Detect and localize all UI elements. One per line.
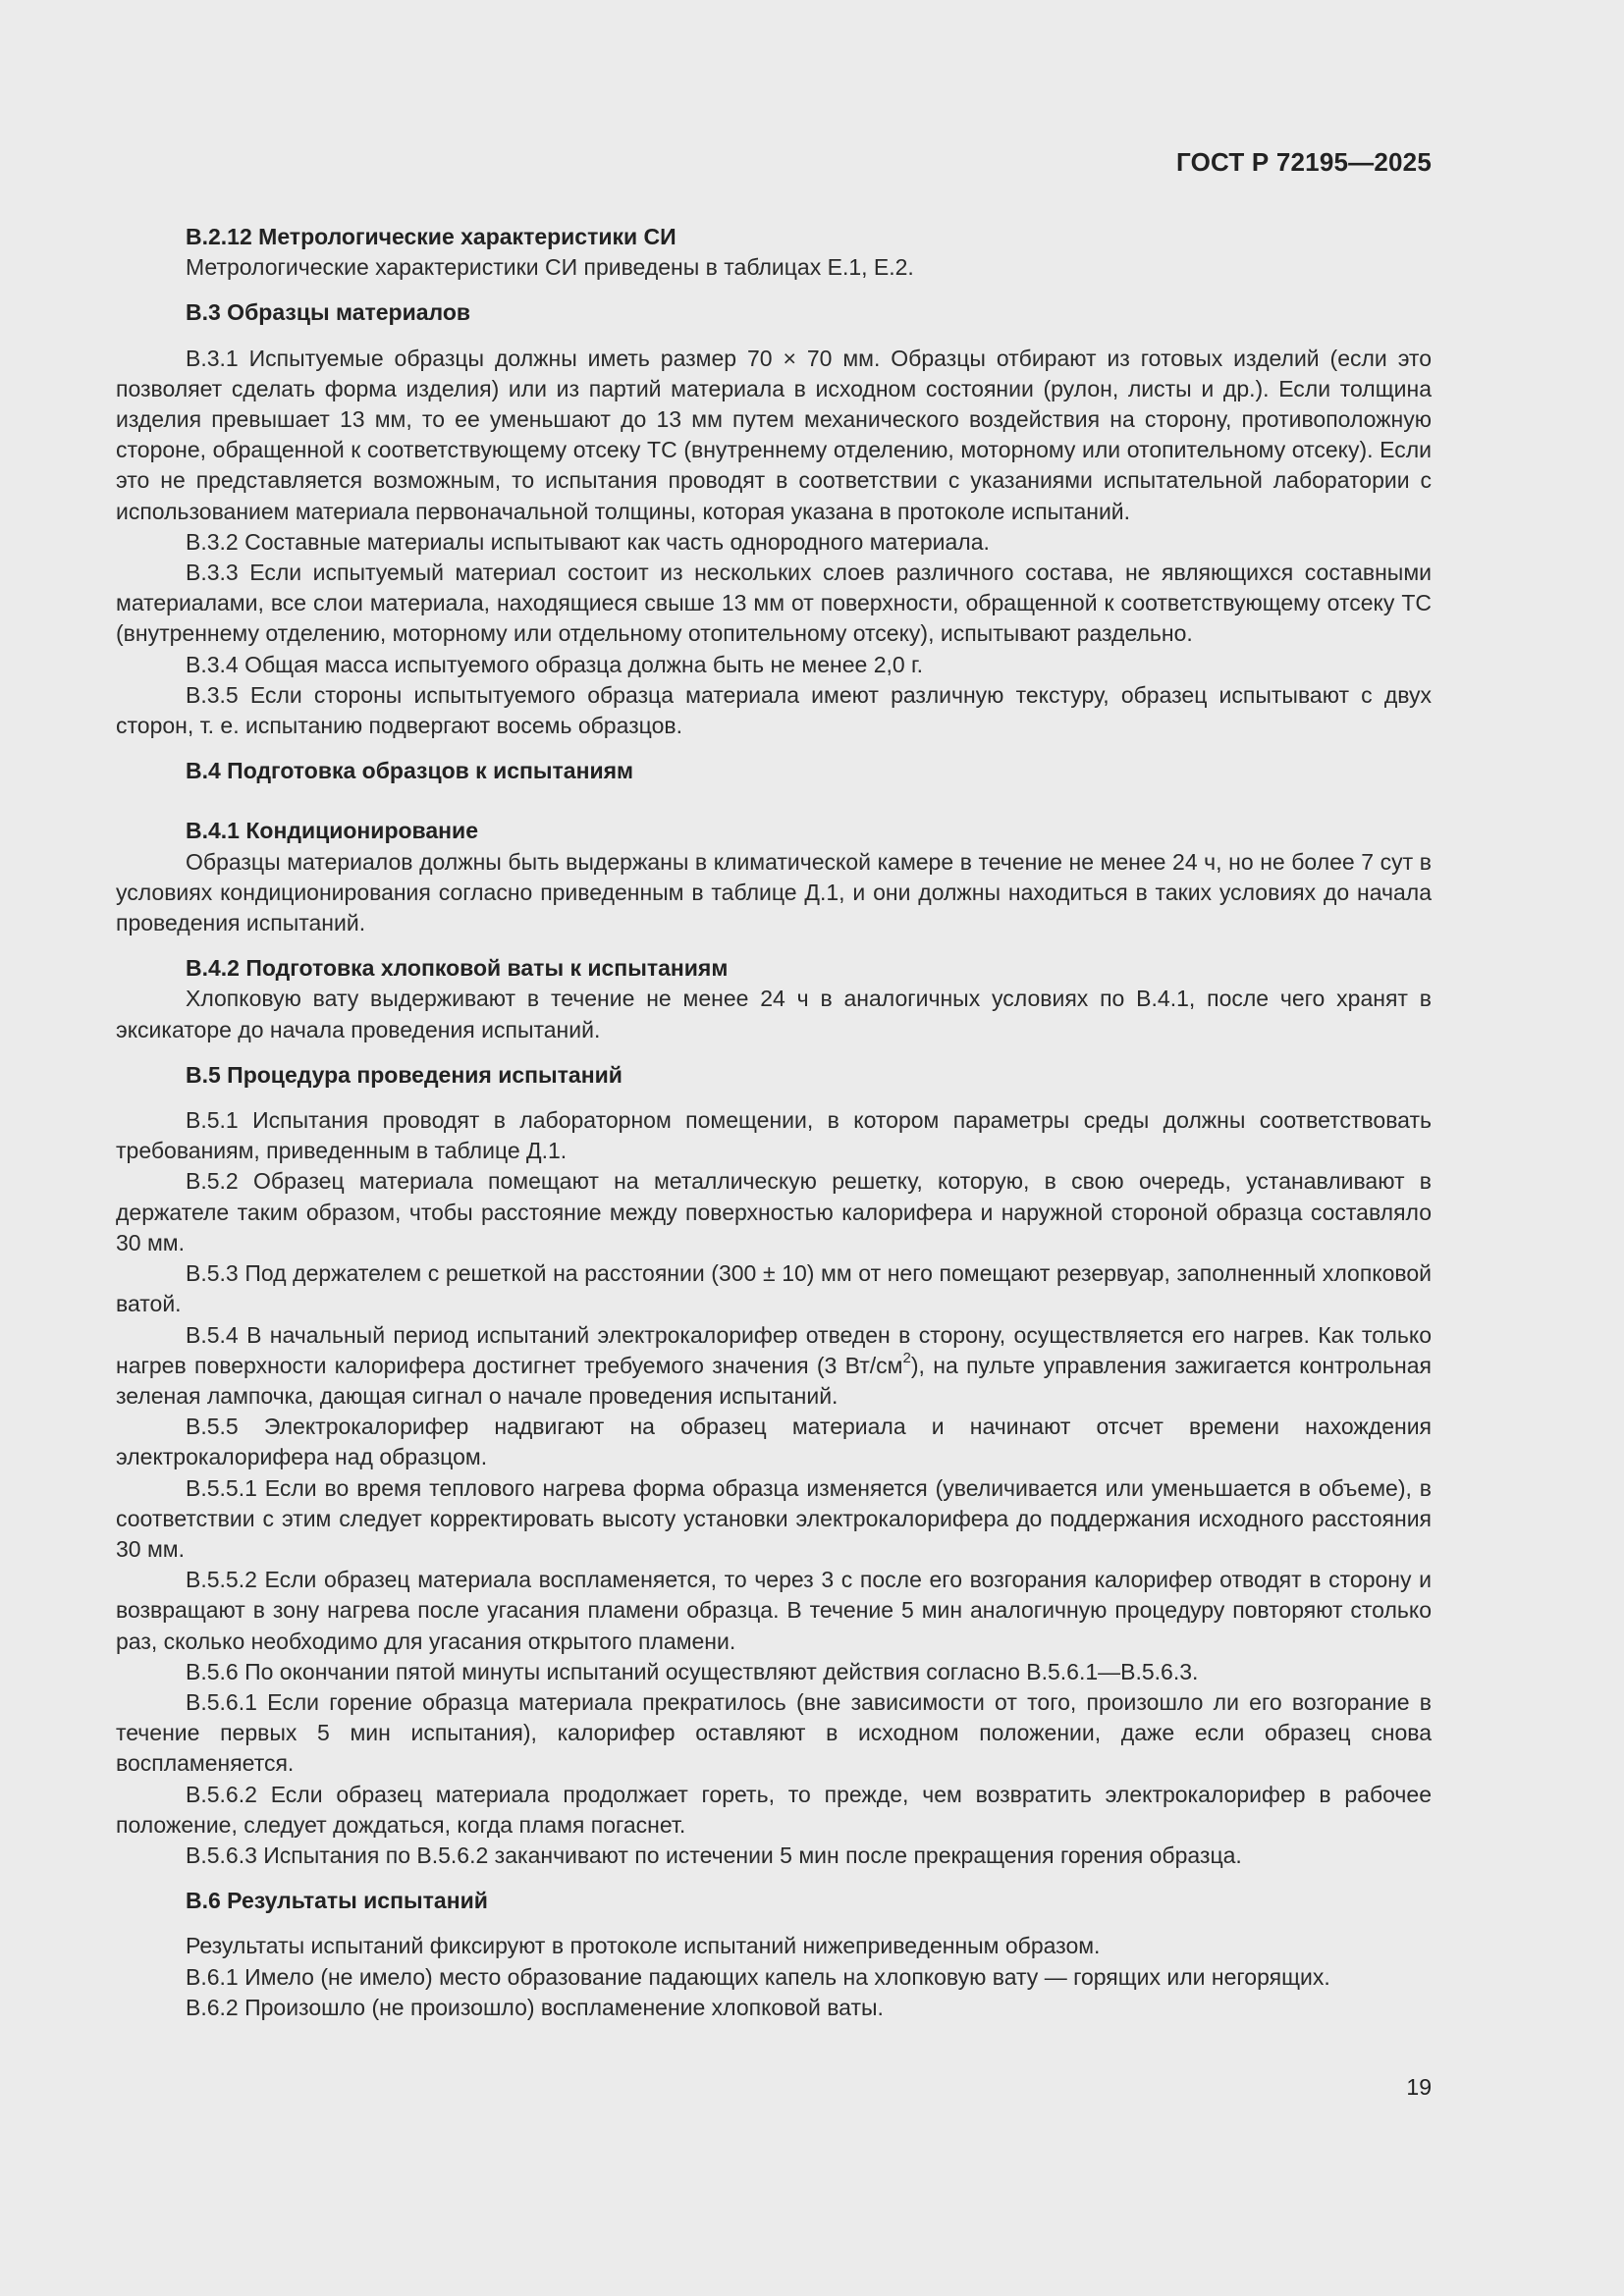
section-heading-b5: В.5 Процедура проведения испытаний bbox=[186, 1061, 623, 1088]
paragraph-b212: Метрологические характеристики СИ приведены в таблицах Е.1, Е.2. bbox=[186, 254, 914, 281]
document-page bbox=[116, 0, 1432, 2296]
paragraph-b32: В.3.2 Составные материалы испытывают как часть однородного материала. bbox=[186, 528, 990, 555]
paragraph-b34: В.3.4 Общая масса испытуемого образца должна быть не менее 2,0 г. bbox=[186, 651, 924, 677]
paragraph-b54-part1: В.5.4 В начальный период испытаний электрокалорифер отведен в сторону, осуществляется его нагрев. Как только нагрев поверхности калорифера достигнет требуемого значения (3 Вт/см bbox=[116, 1321, 1432, 1378]
section-heading-b3: В.3 Образцы материалов bbox=[186, 299, 471, 326]
paragraph-b35: В.3.5 Если стороны испытытуемого образца материала имеют различную текстуру, образец испытывают с двух сторон, т. е. испытанию подвергают восемь образцов. bbox=[116, 681, 1432, 739]
paragraph-b562: В.5.6.2 Если образец материала продолжает гореть, то прежде, чем возвратить электрокалорифер в рабочее положение, следует дождаться, когда пламя погаснет. bbox=[116, 1781, 1432, 1838]
superscript-square: 2 bbox=[902, 1350, 911, 1367]
paragraph-b561: В.5.6.1 Если горение образца материала прекратилось (вне зависимости от того, произошло ли его возгорание в течение первых 5 мин испытания), калорифер оставляют в исходном положении, даже если образец снова воспламеняется. bbox=[116, 1688, 1432, 1777]
paragraph-b53: В.5.3 Под держателем с решеткой на расстоянии (300 ± 10) мм от него помещают резервуар, заполненный хлопковой ватой. bbox=[116, 1260, 1432, 1317]
paragraph-b33: В.3.3 Если испытуемый материал состоит из нескольких слоев различного состава, не являющихся составными материалами, все слои материала, находящиеся свыше 13 мм от поверхности, обращенной к соответствующему отсеку ТС (внутреннему отделению, моторному или отдельному отопительному отсеку), испытывают раздельно. bbox=[116, 560, 1432, 647]
paragraph-b60: Результаты испытаний фиксируют в протоколе испытаний нижеприведенным образом. bbox=[186, 1933, 1101, 1959]
paragraph-b61: В.6.1 Имело (не имело) место образование падающих капель на хлопковую вату — горящих или негорящих. bbox=[186, 1963, 1330, 1990]
page-number: 19 bbox=[1406, 2074, 1432, 2100]
paragraph-b56: В.5.6 По окончании пятой минуты испытаний осуществляют действия согласно В.5.6.1—В.5.6.3. bbox=[186, 1658, 1199, 1684]
section-heading-b6: В.6 Результаты испытаний bbox=[186, 1888, 488, 1914]
paragraph-b51: В.5.1 Испытания проводят в лабораторном помещении, в котором параметры среды должны соответствовать требованиям, приведенным в таблице Д.1. bbox=[116, 1107, 1432, 1164]
paragraph-b552: В.5.5.2 Если образец материала воспламеняется, то через 3 с после его возгорания калорифер отводят в сторону и возвращают в зону нагрева после угасания пламени образца. В течение 5 мин аналогичную процедуру повторяют столько раз, сколько необходимо для угасания открытого пламени. bbox=[116, 1567, 1432, 1654]
paragraph-b52: В.5.2 Образец материала помещают на металлическую решетку, которую, в свою очередь, устанавливают в держателе таким образом, чтобы расстояние между поверхностью калорифера и наружной стороной образца составляло 30 мм. bbox=[116, 1168, 1432, 1255]
paragraph-b551: В.5.5.1 Если во время теплового нагрева форма образца изменяется (увеличивается или уменьшается в объеме), в соответствии с этим следует корректировать высоту установки электрокалорифера до поддержания исходного расстояния 30 мм. bbox=[116, 1474, 1432, 1562]
paragraph-b62: В.6.2 Произошло (не произошло) воспламенение хлопковой ваты. bbox=[186, 1994, 884, 2020]
paragraph-b42: Хлопковую вату выдерживают в течение не менее 24 ч в аналогичных условиях по В.4.1, после чего хранят в эксикаторе до начала проведения испытаний. bbox=[116, 986, 1432, 1042]
document-code-header: ГОСТ Р 72195—2025 bbox=[1176, 147, 1432, 177]
paragraph-b563: В.5.6.3 Испытания по В.5.6.2 заканчивают по истечении 5 мин после прекращения горения образца. bbox=[186, 1842, 1242, 1868]
paragraph-b54-part2: ), на пульте управления зажигается контрольная зеленая лампочка, дающая сигнал о начале проведения испытаний. bbox=[116, 1352, 1433, 1409]
document-body bbox=[116, 222, 1432, 2023]
section-heading-b4: В.4 Подготовка образцов к испытаниям bbox=[186, 758, 634, 784]
section-heading-b41: В.4.1 Кондиционирование bbox=[186, 818, 478, 844]
section-heading-b42: В.4.2 Подготовка хлопковой ваты к испытаниям bbox=[186, 955, 729, 982]
paragraph-b31: В.3.1 Испытуемые образцы должны иметь размер 70 × 70 мм. Образцы отбирают из готовых изделий (если это позволяет сделать форма изделия) или из партий материала в исходном состоянии (рулон, листы и др.). Если толщина изделия превышает 13 мм, то ее уменьшают до 13 мм путем механического воздействия на сторону, противоположную стороне, обращенной к соответствующему отсеку ТС (внутреннему отделению, моторному или отопительному отсеку). Если это не представляется возможным, то испытания проводят в соответствии с указаниями испытательной лаборатории с использованием материала первоначальной толщины, которая указана в протоколе испытаний. bbox=[116, 345, 1432, 524]
paragraph-b54 bbox=[116, 1320, 1432, 1413]
section-heading-b212: В.2.12 Метрологические характеристики СИ bbox=[186, 224, 677, 249]
paragraph-b41: Образцы материалов должны быть выдержаны в климатической камере в течение не менее 24 ч, но не более 7 сут в условиях кондиционирования согласно приведенным в таблице Д.1, и они должны находиться в таких условиях до начала проведения испытаний. bbox=[116, 848, 1432, 936]
paragraph-b55: В.5.5 Электрокалорифер надвигают на образец материала и начинают отсчет времени нахождения электрокалорифера над образцом. bbox=[116, 1414, 1432, 1470]
